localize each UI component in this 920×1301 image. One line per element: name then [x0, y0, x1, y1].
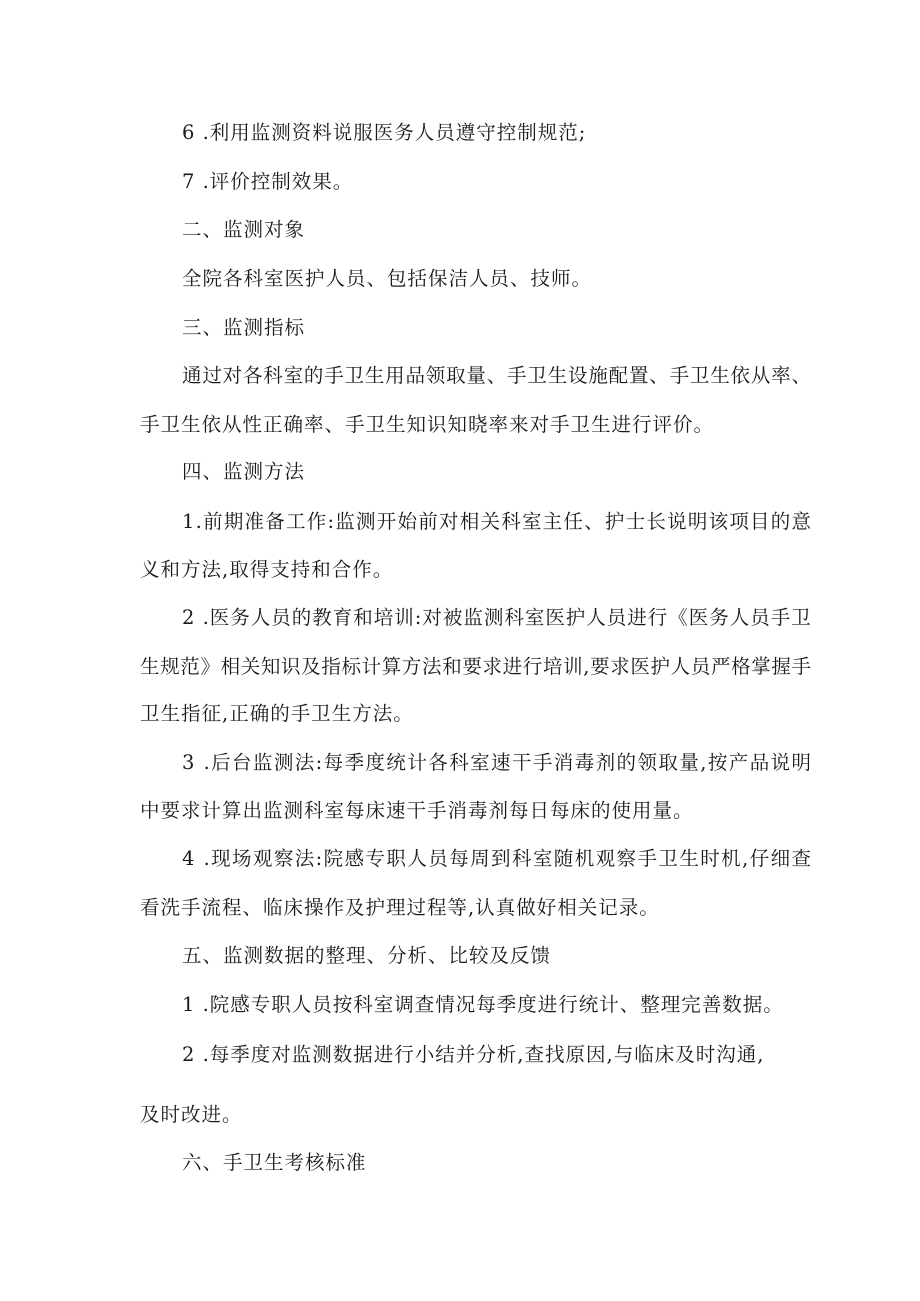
paragraph-line: 1 .院感专职人员按科室调查情况每季度进行统计、整理完善数据。: [182, 993, 784, 1016]
paragraph-line: 生规范》相关知识及指标计算方法和要求进行培训,要求医护人员严格掌握手: [140, 655, 812, 678]
list-item-6: 6 .利用监测资料说服医务人员遵守控制规范;: [182, 121, 587, 144]
paragraph-line: 2 .医务人员的教育和培训:对被监测科室医护人员进行《医务人员手卫: [182, 606, 812, 629]
paragraph-line: 义和方法,取得支持和合作。: [140, 558, 394, 581]
paragraph-line: 1.前期准备工作:监测开始前对相关科室主任、护士长说明该项目的意: [182, 510, 813, 533]
paragraph-line: 卫生指征,正确的手卫生方法。: [140, 702, 414, 725]
section-heading-2: 二、监测对象: [182, 218, 306, 241]
paragraph-line: 看洗手流程、临床操作及护理过程等,认真做好相关记录。: [140, 896, 660, 919]
section-heading-6: 六、手卫生考核标准: [182, 1151, 367, 1174]
paragraph-line: 及时改进。: [140, 1103, 243, 1126]
paragraph-line: 4 .现场观察法:院感专职人员每周到科室随机观察手卫生时机,仔细查: [182, 847, 813, 870]
paragraph-line: 3 .后台监测法:每季度统计各科室速干手消毒剂的领取量,按产品说明: [182, 751, 813, 774]
section-heading-4: 四、监测方法: [182, 460, 306, 483]
section-heading-5: 五、监测数据的整理、分析、比较及反馈: [182, 944, 552, 967]
paragraph-line: 2 .每季度对监测数据进行小结并分析,查找原因,与临床及时沟通,: [182, 1043, 765, 1066]
paragraph-line: 通过对各科室的手卫生用品领取量、手卫生设施配置、手卫生依从率、: [182, 364, 812, 387]
paragraph-line: 手卫生依从性正确率、手卫生知识知晓率来对手卫生进行评价。: [140, 413, 715, 436]
paragraph-line: 全院各科室医护人员、包括保洁人员、技师。: [182, 267, 593, 290]
paragraph-line: 中要求计算出监测科室每床速干手消毒剂每日每床的使用量。: [140, 799, 694, 822]
section-heading-3: 三、监测指标: [182, 316, 306, 339]
list-item-7: 7 .评价控制效果。: [182, 170, 354, 193]
